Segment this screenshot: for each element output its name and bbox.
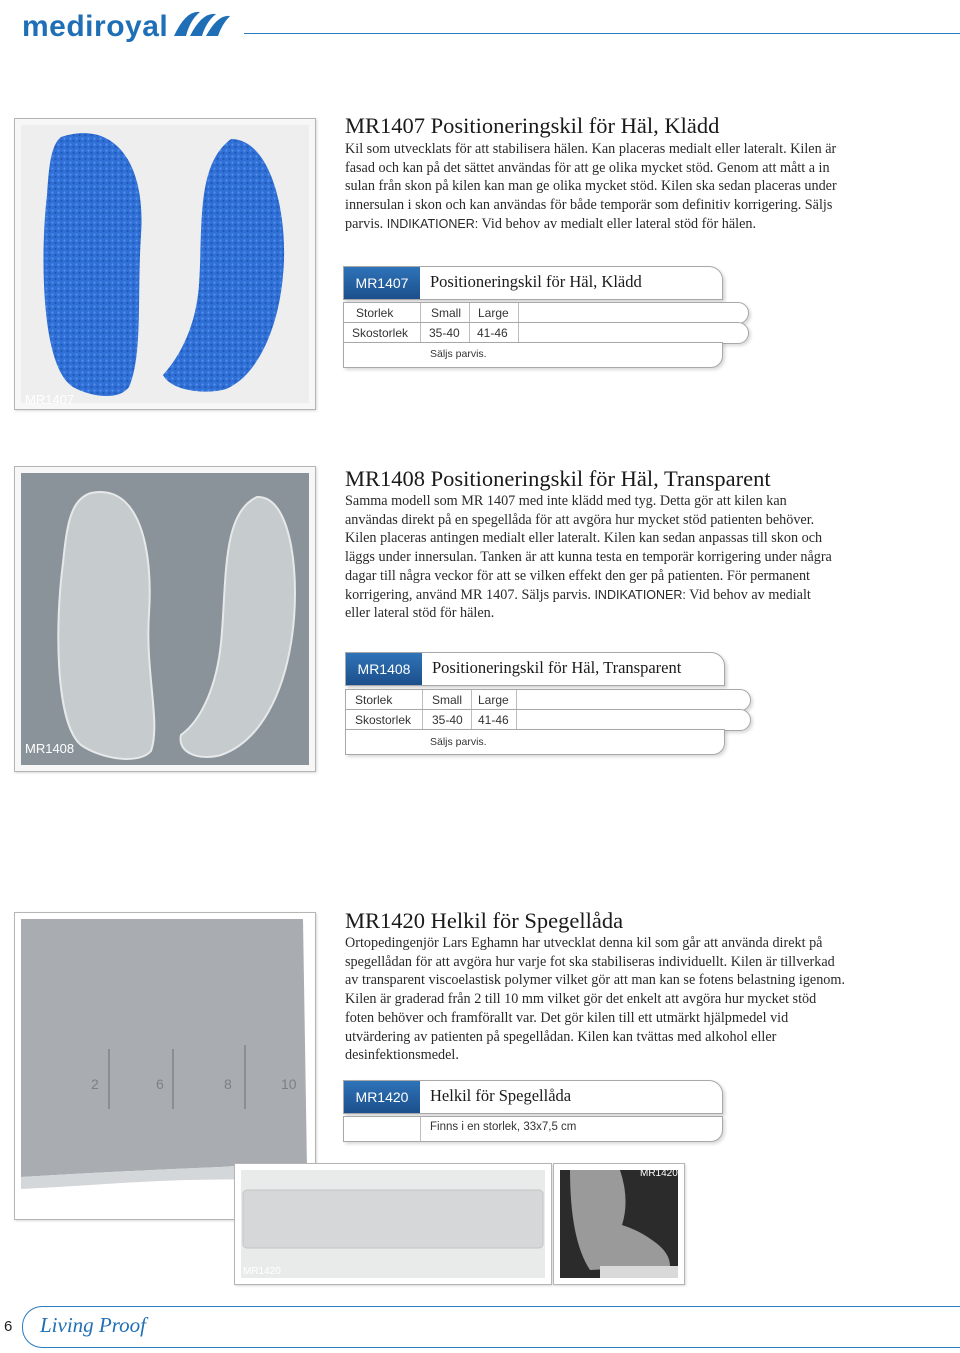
gradation-mark: 10 — [281, 1076, 297, 1092]
spec-cell: Large — [478, 693, 509, 707]
photo-label: MR1420 — [640, 1168, 678, 1179]
gradation-mark: 8 — [224, 1076, 232, 1092]
product-photo-mr1420-top — [234, 1163, 552, 1285]
product-title: MR1407 Positioneringskil för Häl, Klädd — [345, 113, 720, 138]
size-note: Finns i en storlek, 33x7,5 cm — [430, 1121, 577, 1133]
spec-cell: Small — [432, 693, 463, 707]
product-photo-mr1408 — [14, 466, 316, 772]
product-title: MR1420 Helkil för Spegellåda — [345, 908, 624, 933]
spec-cell: Skostorlek — [352, 326, 409, 340]
spec-row-shoe-size — [345, 709, 751, 731]
spec-cell: Small — [431, 306, 462, 320]
spec-cell: Storlek — [355, 693, 393, 707]
product-photo-mr1407 — [14, 118, 316, 410]
transparent-heel-wedges-illustration — [21, 473, 309, 765]
spec-title: Positioneringskil för Häl, Transparent — [432, 658, 682, 677]
footer-tagline: Living Proof — [40, 1313, 146, 1337]
spec-row-shoe-size — [343, 322, 749, 344]
foot-on-wedge-illustration — [560, 1170, 678, 1278]
spec-header — [343, 266, 723, 300]
product-description: Ortopedingenjör Lars Eghamn har utvecklat denna kil som går att använda direkt på spegellådan för att avgöra hur varje fot ska stabiliseras individuellt. Kilen är tillverkad av transparent viscoelastisk polymer vilket gör att man kan se fotens belastning igenom. Kilen är graderad från 2 till 10 mm vilket gör det enkelt att avgöra hur mycket stöd foten behöver och framförallt var. Det gör kilen till ett utmärkt hjälpmedel vid utvärdering av patienten på spegellådan. Kilen kan tvättas med alkohol eller desinfektionsmedel. — [345, 935, 845, 1064]
gradation-mark: 2 — [91, 1076, 99, 1092]
spec-cell: 41-46 — [478, 713, 509, 727]
spec-cell: Skostorlek — [355, 713, 412, 727]
photo-label: MR1420 — [243, 1266, 281, 1277]
spec-row-note — [343, 342, 723, 368]
spec-cell: Large — [478, 306, 509, 320]
spec-cell: 41-46 — [477, 326, 508, 340]
brand-logo: mediroyal — [22, 10, 169, 43]
gradation-mark: 6 — [156, 1076, 164, 1092]
spec-row-note — [345, 729, 725, 755]
product-description — [345, 492, 835, 623]
spec-cell: Storlek — [356, 306, 394, 320]
product-code-badge: MR1420 — [344, 1081, 420, 1113]
wedge-top-view-illustration — [241, 1170, 545, 1278]
description-text-end: Vid behov av medialt eller lateral stöd för hälen. — [478, 215, 757, 232]
sales-note: Säljs parvis. — [430, 348, 487, 360]
photo-label: MR1408 — [25, 741, 75, 756]
photo-label: MR1407 — [25, 392, 75, 407]
spec-row-size-note — [343, 1116, 723, 1142]
felt-heel-wedges-illustration — [21, 125, 309, 403]
product-code-badge: MR1408 — [346, 653, 422, 685]
description-text: Samma modell som MR 1407 med inte klädd med tyg. Detta gör att kilen kan användas direkt på en spegellåda för att avgöra hur mycket stöd patienten behöver. Kilen placeras antingen medialt eller lateralt. Kilen kan sedan anpassas till skon och läggs under innersulan. Tanken är att kunna testa en temporär korrigering under några dagar till några veckor för att se vilken effekt den ger på patienten. För permanent korrigering, använd MR 1407. Säljs parvis. — [345, 493, 832, 603]
spec-header — [345, 652, 725, 686]
spec-row-size — [343, 302, 749, 324]
indikationer-label: INDIKATIONER: — [594, 587, 686, 602]
spec-header — [343, 1080, 723, 1114]
footer-band — [22, 1306, 960, 1348]
product-code-badge: MR1407 — [344, 267, 420, 299]
spec-title: Helkil för Spegellåda — [430, 1086, 572, 1105]
page-number: 6 — [4, 1318, 13, 1335]
description-text-end: Vid behov av medialt eller lateral stöd för hälen. — [345, 586, 811, 622]
spec-title: Positioneringskil för Häl, Klädd — [430, 272, 642, 291]
product-photo-mr1420-foot — [553, 1163, 685, 1285]
logo-swoosh-icon — [172, 6, 232, 42]
sales-note: Säljs parvis. — [430, 736, 487, 748]
spec-row-size — [345, 689, 751, 711]
photo-label: MR1420 — [25, 1195, 75, 1210]
product-title: MR1408 Positioneringskil för Häl, Transparent — [345, 466, 771, 491]
indikationer-label: INDIKATIONER: — [386, 216, 479, 231]
product-description — [345, 140, 845, 234]
spec-cell: 35-40 — [432, 713, 463, 727]
spec-cell: 35-40 — [429, 326, 460, 340]
header-rule — [244, 33, 960, 34]
description-text: Kil som utvecklats för att stabilisera hälen. Kan placeras medialt eller lateralt. Kilen är fasad och kan på det sättet användas för att ge olika mycket stöd. Genom att mått a in sulan från skon på kilen kan man ge olika mycket stöd. Kilen ska sedan placeras under innersulan i skon och kan användas för både temporär som definitiv korrigering. Säljs parvis. — [345, 141, 837, 232]
